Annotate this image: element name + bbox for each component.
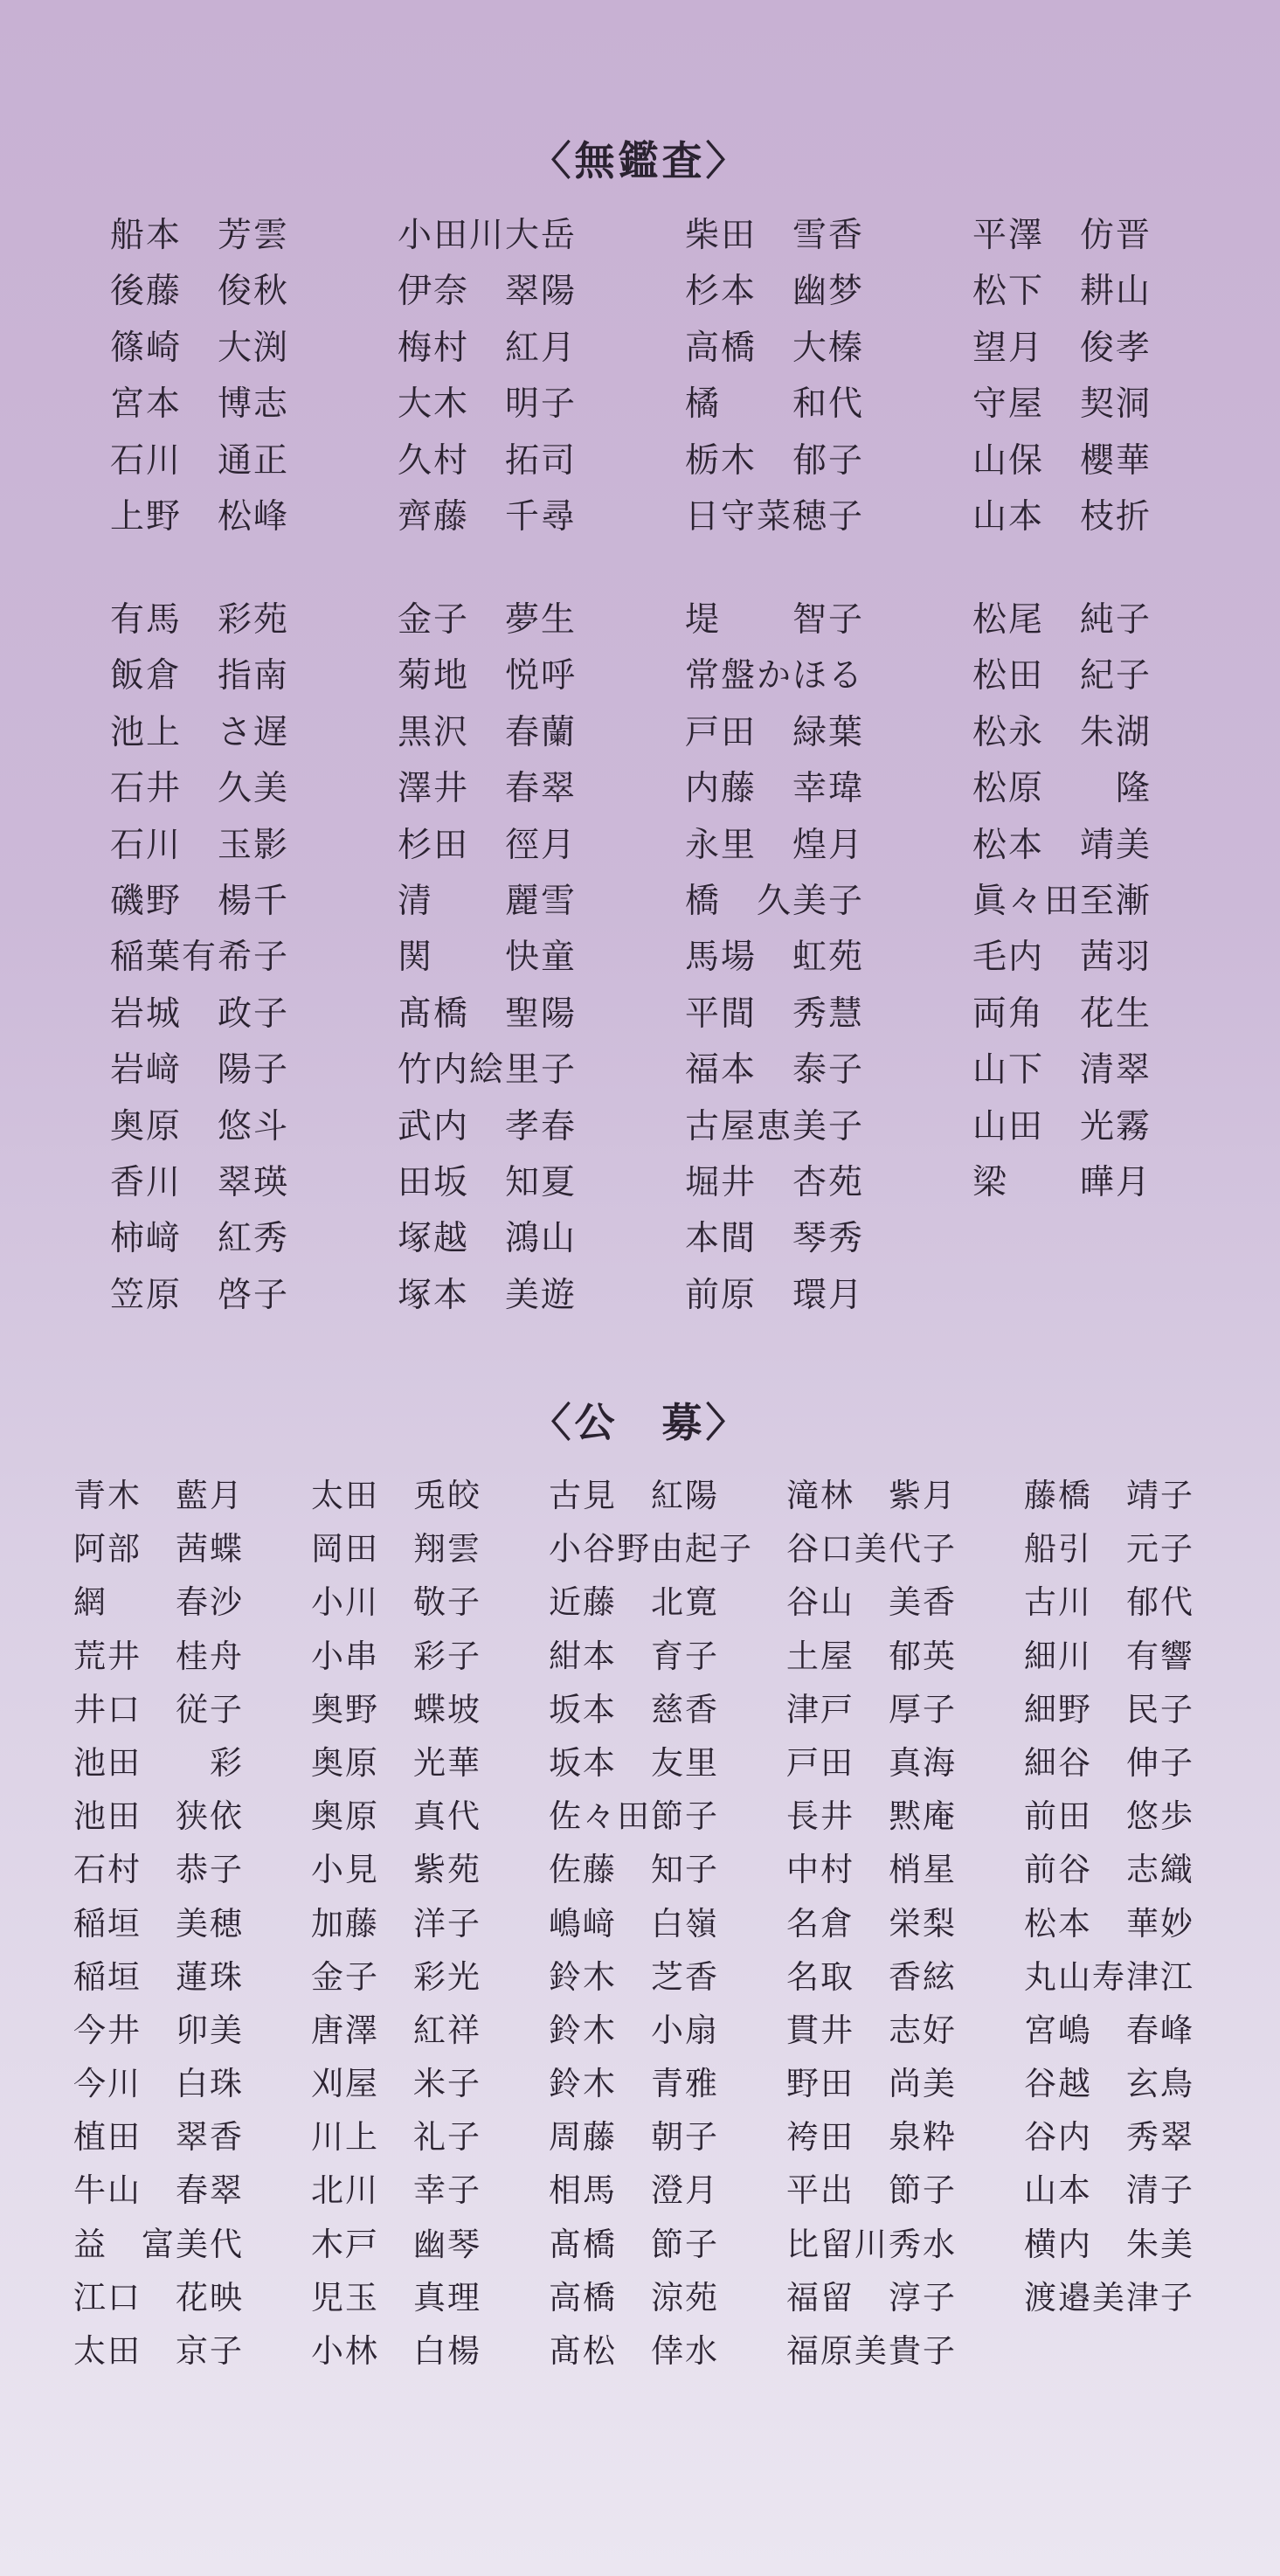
name-entry: 唐澤 紅祥 [311, 2011, 481, 2049]
name-entry: 児玉 真理 [311, 2278, 481, 2316]
name-entry: 船本 芳雲 [110, 216, 290, 255]
name-entry: 野田 尚美 [786, 2065, 957, 2103]
name-entry: 青木 藍月 [73, 1477, 244, 1514]
name-entry: 川上 礼子 [311, 2118, 481, 2157]
name-entry: 有馬 彩苑 [110, 600, 290, 640]
name-entry: 坂本 慈香 [549, 1690, 719, 1728]
name-entry: 谷越 玄鳥 [1024, 2065, 1194, 2103]
name-entry: 松永 朱湖 [972, 712, 1152, 752]
name-entry: 篠崎 大渕 [110, 328, 290, 368]
name-entry: 牛山 春翠 [73, 2171, 244, 2210]
name-entry: 網 春沙 [73, 1583, 244, 1622]
name-entry: 栃木 郁子 [685, 440, 865, 481]
name-entry: 久村 拓司 [398, 440, 578, 481]
name-entry [1024, 2335, 1262, 2388]
name-entry: 木戸 幽琴 [311, 2225, 481, 2263]
name-entry: 井口 従子 [73, 1690, 244, 1728]
name-entry: 前原 環月 [685, 1275, 865, 1315]
name-entry: 土屋 郁英 [786, 1637, 957, 1675]
name-entry: 古川 郁代 [1024, 1583, 1194, 1622]
name-entry: 望月 俊孝 [972, 328, 1152, 368]
name-entry: 上野 松峰 [110, 496, 290, 537]
name-entry: 澤井 春翠 [398, 769, 578, 809]
name-entry: 梁 曄月 [972, 1162, 1152, 1202]
name-entry: 鈴木 青雅 [549, 2065, 719, 2103]
name-entry: 大木 明子 [398, 384, 578, 425]
koubo-title: 〈公 募〉 [530, 1399, 750, 1446]
name-entry: 山本 清子 [1024, 2171, 1194, 2210]
name-entry: 前谷 志織 [1024, 1851, 1194, 1889]
name-entry: 小川 敬子 [311, 1583, 481, 1622]
name-entry: 平間 秀慧 [685, 994, 865, 1034]
name-entry: 岩﨑 陽子 [110, 1050, 290, 1091]
name-entry: 後藤 俊秋 [110, 272, 290, 312]
name-entry: 横内 朱美 [1024, 2225, 1194, 2263]
name-entry: 長井 黙庵 [786, 1797, 957, 1836]
name-entry: 刈屋 米子 [311, 2065, 481, 2103]
name-entry: 松田 紀子 [972, 656, 1152, 696]
name-entry: 滝林 紫月 [786, 1477, 957, 1514]
name-entry: 清 麗雪 [398, 881, 578, 921]
name-entry: 阿部 茜蝶 [73, 1530, 244, 1568]
name-entry: 梅村 紅月 [398, 328, 578, 368]
name-entry: 塚本 美遊 [398, 1275, 578, 1315]
name-entry: 近藤 北寛 [549, 1583, 719, 1622]
name-entry: 齊藤 千尋 [398, 496, 578, 537]
name-entry: 細川 有響 [1024, 1637, 1194, 1675]
name-entry: 紺本 育子 [549, 1637, 719, 1675]
name-entry: 伊奈 翠陽 [398, 272, 578, 312]
name-entry: 山保 櫻華 [972, 440, 1152, 481]
name-entry: 眞々田至漸 [972, 881, 1152, 921]
name-entry: 藤橋 靖子 [1024, 1477, 1194, 1514]
name-entry: 髙橋 節子 [549, 2225, 719, 2263]
name-entry: 周藤 朝子 [549, 2118, 719, 2157]
name-entry: 池上 さ遅 [110, 712, 290, 752]
name-entry: 松尾 純子 [972, 600, 1152, 640]
mukansa-title: 〈無鑑査〉 [530, 137, 750, 184]
name-entry: 稲葉有希子 [110, 938, 290, 978]
name-entry: 丸山寿津江 [1024, 1957, 1194, 1996]
name-entry: 武内 孝春 [398, 1106, 578, 1146]
name-entry: 福本 泰子 [685, 1050, 865, 1091]
name-entry: 日守菜穂子 [685, 496, 865, 537]
name-entry: 津戸 厚子 [786, 1690, 957, 1728]
name-entry: 福原美貴子 [786, 2332, 957, 2370]
name-entry: 髙橋 聖陽 [398, 994, 578, 1034]
name-entry: 菊地 悦呼 [398, 656, 578, 696]
name-entry: 柴田 雪香 [685, 216, 865, 255]
name-entry: 岡田 翔雲 [311, 1530, 481, 1568]
name-entry: 北川 幸子 [311, 2171, 481, 2210]
name-entry: 磯野 楊千 [110, 881, 290, 921]
name-entry: 平出 節子 [786, 2171, 957, 2210]
name-entry: 小串 彩子 [311, 1637, 481, 1675]
name-entry: 貫井 志好 [786, 2011, 957, 2049]
name-entry: 小見 紫苑 [311, 1851, 481, 1889]
name-entry: 今川 白珠 [73, 2065, 244, 2103]
name-entry: 奥原 悠斗 [110, 1106, 290, 1146]
name-entry: 稲垣 美穂 [73, 1904, 244, 1942]
name-entry: 金子 夢生 [398, 600, 578, 640]
name-entry: 福留 淳子 [786, 2278, 957, 2316]
name-entry: 宮本 博志 [110, 384, 290, 425]
name-entry: 佐々田節子 [549, 1797, 719, 1836]
name-entry: 江口 花映 [73, 2278, 244, 2316]
name-entry: 池田 彩 [73, 1743, 244, 1782]
name-entry: 竹内絵里子 [398, 1050, 578, 1091]
name-entry: 石村 恭子 [73, 1851, 244, 1889]
name-entry: 前田 悠歩 [1024, 1797, 1194, 1836]
name-entry: 谷内 秀翠 [1024, 2118, 1194, 2157]
name-entry: 今井 卯美 [73, 2011, 244, 2049]
name-entry: 松下 耕山 [972, 272, 1152, 312]
name-entry: 鈴木 芝香 [549, 1957, 719, 1996]
name-entry [972, 1278, 1260, 1334]
name-entry: 本間 琴秀 [685, 1219, 865, 1259]
name-entry: 田坂 知夏 [398, 1162, 578, 1202]
name-entry: 坂本 友里 [549, 1743, 719, 1782]
name-entry: 岩城 政子 [110, 994, 290, 1034]
name-entry: 奥原 真代 [311, 1797, 481, 1836]
name-entry: 船引 元子 [1024, 1530, 1194, 1568]
name-entry: 池田 狭依 [73, 1797, 244, 1836]
name-entry: 古見 紅陽 [549, 1477, 719, 1514]
name-entry: 黒沢 春蘭 [398, 712, 578, 752]
name-entry: 奥原 光華 [311, 1743, 481, 1782]
name-entry: 髙松 倖水 [549, 2332, 719, 2370]
name-entry: 加藤 洋子 [311, 1904, 481, 1942]
name-entry: 宮嶋 春峰 [1024, 2011, 1194, 2049]
name-entry: 戸田 真海 [786, 1743, 957, 1782]
name-entry: 細野 民子 [1024, 1690, 1194, 1728]
name-entry: 袴田 泉粋 [786, 2118, 957, 2157]
name-entry: 常盤かほる [685, 656, 865, 696]
name-entry: 高橋 涼苑 [549, 2278, 719, 2316]
name-entry: 毛内 茜羽 [972, 938, 1152, 978]
name-entry: 相馬 澄月 [549, 2171, 719, 2210]
name-entry: 植田 翠香 [73, 2118, 244, 2157]
mukansa-names-group-a [110, 218, 1260, 556]
name-entry: 馬場 虹苑 [685, 938, 865, 978]
name-entry: 細谷 伸子 [1024, 1743, 1194, 1782]
name-entry: 杉田 徑月 [398, 825, 578, 865]
name-entry: 山下 清翠 [972, 1050, 1152, 1091]
name-entry: 杉本 幽梦 [685, 272, 865, 312]
name-entry: 山本 枝折 [972, 496, 1152, 537]
name-entry: 小谷野由起子 [549, 1530, 753, 1568]
name-entry: 荒井 桂舟 [73, 1637, 244, 1675]
name-entry: 飯倉 指南 [110, 656, 290, 696]
name-entry: 金子 彩光 [311, 1957, 481, 1996]
name-entry: 嶋﨑 白嶺 [549, 1904, 719, 1942]
name-entry: 比留川秀水 [786, 2225, 957, 2263]
name-entry: 関 快童 [398, 938, 578, 978]
name-entry: 塚越 鴻山 [398, 1219, 578, 1259]
name-entry: 古屋恵美子 [685, 1106, 865, 1146]
name-entry: 太田 京子 [73, 2332, 244, 2370]
name-entry: 鈴木 小扇 [549, 2011, 719, 2049]
name-entry: 谷口美代子 [786, 1530, 957, 1568]
name-entry: 石井 久美 [110, 769, 290, 809]
name-entry: 名倉 栄梨 [786, 1904, 957, 1942]
name-entry: 石川 通正 [110, 440, 290, 481]
name-entry: 堀井 杏苑 [685, 1162, 865, 1202]
name-entry: 橘 和代 [685, 384, 865, 425]
name-entry: 橋 久美子 [685, 881, 865, 921]
name-entry [972, 1222, 1260, 1278]
name-entry: 山田 光霧 [972, 1106, 1152, 1146]
name-entry: 松本 靖美 [972, 825, 1152, 865]
name-entry: 高橋 大榛 [685, 328, 865, 368]
name-entry: 松本 華妙 [1024, 1904, 1194, 1942]
name-entry: 小田川大岳 [398, 216, 578, 255]
name-entry: 笠原 啓子 [110, 1275, 290, 1315]
name-entry: 太田 兎皎 [311, 1477, 481, 1514]
name-entry: 戸田 緑葉 [685, 712, 865, 752]
name-entry: 谷山 美香 [786, 1583, 957, 1622]
name-entry: 両角 花生 [972, 994, 1152, 1034]
mukansa-names-group-b [110, 600, 1260, 1334]
name-entry: 柿﨑 紅秀 [110, 1219, 290, 1259]
name-entry: 奥野 蝶坡 [311, 1690, 481, 1728]
name-entry: 渡邉美津子 [1024, 2278, 1194, 2316]
name-entry: 堤 智子 [685, 600, 865, 640]
name-entry: 佐藤 知子 [549, 1851, 719, 1889]
name-entry: 内藤 幸瑋 [685, 769, 865, 809]
name-entry: 稲垣 蓮珠 [73, 1957, 244, 1996]
name-entry: 中村 梢星 [786, 1851, 957, 1889]
koubo-names [73, 1479, 1262, 2388]
name-entry: 石川 玉影 [110, 825, 290, 865]
name-entry: 平澤 仿晋 [972, 216, 1152, 255]
name-entry: 香川 翠瑛 [110, 1162, 290, 1202]
name-entry: 守屋 契洞 [972, 384, 1152, 425]
name-entry: 小林 白楊 [311, 2332, 481, 2370]
name-entry: 松原 隆 [972, 769, 1152, 809]
name-entry: 名取 香絃 [786, 1957, 957, 1996]
name-entry: 益 富美代 [73, 2225, 244, 2263]
name-entry: 永里 煌月 [685, 825, 865, 865]
